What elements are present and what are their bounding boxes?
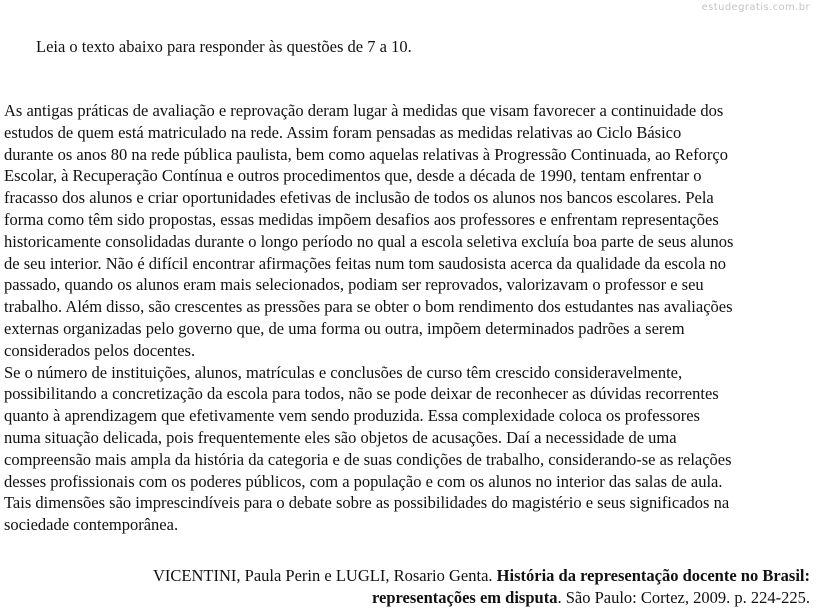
passage-line: Se o número de instituições, alunos, matrículas e conclusões de curso têm crescido consideravelmente, xyxy=(4,362,683,382)
passage-line: Escolar, à Recuperação Contínua e outros procedimentos que, desde a década de 1990, tentam enfrentar o xyxy=(4,166,702,186)
passage-line: desses profissionais com os poderes públicos, com a população e com os alunos no interior das salas de aula. xyxy=(4,471,723,491)
passage-line: forma como têm sido propostas, essas medidas impõem desafios aos professores e enfrentam representações xyxy=(4,209,719,229)
passage-line: durante os anos 80 na rede pública paulista, bem como aquelas relativas à Progressão Continuada, ao Reforço xyxy=(4,144,728,164)
passage-line: fracasso dos alunos e criar oportunidades efetivas de inclusão de todos os alunos nos bancos escolares. Pela xyxy=(4,188,714,208)
passage-line: numa situação delicada, pois frequentemente eles são objetos de acusações. Daí a necessidade de uma xyxy=(4,427,677,447)
passage-line: compreensão mais ampla da história da categoria e de suas condições de trabalho, considerando-se as relações xyxy=(4,449,732,469)
watermark: estudegratis.com.br xyxy=(701,2,810,13)
passage-line: passado, quando os alunos eram mais selecionados, podiam ser reprovados, valorizavam o professor e seu xyxy=(4,275,704,295)
citation-line-2 xyxy=(153,587,810,609)
passage-line: historicamente consolidadas durante o longo período no qual a escola seletiva excluía boa parte de seus alunos xyxy=(4,231,734,251)
passage-line: quanto à aprendizagem que efetivamente vem sendo produzida. Essa complexidade coloca os professores xyxy=(4,406,700,426)
citation-title-part2: representações em disputa xyxy=(372,588,558,607)
passage-line: possibilitando a concretização da escola para todos, não se pode deixar de reconhecer as dúvidas recorrentes xyxy=(4,384,719,404)
citation-publication: . São Paulo: Cortez, 2009. p. 224-225. xyxy=(557,588,810,607)
citation-title-part1: História da representação docente no Brasil: xyxy=(496,566,810,585)
citation-authors: VICENTINI, Paula Perin e LUGLI, Rosario Genta. xyxy=(153,566,497,585)
passage-line: estudos de quem está matriculado na rede. Assim foram pensadas as medidas relativas ao Ciclo Básico xyxy=(4,122,682,142)
passage-line: As antigas práticas de avaliação e reprovação deram lugar à medidas que visam favorecer a continuidade dos xyxy=(4,101,724,120)
passage-line: considerados pelos docentes. xyxy=(4,340,196,360)
passage-line: externas organizadas pelo governo que, de uma forma ou outra, impõem determinados padrões a serem xyxy=(4,318,685,338)
instruction-text: Leia o texto abaixo para responder às questões de 7 a 10. xyxy=(36,37,412,56)
passage-line: trabalho. Além disso, são crescentes as pressões para se obter o bom rendimento dos estudantes nas avaliações xyxy=(4,297,733,317)
passage-line: Tais dimensões são imprescindíveis para o debate sobre as possibilidades do magistério e seus significados na xyxy=(4,493,730,513)
passage-text xyxy=(4,100,812,536)
citation-line-1 xyxy=(153,565,810,587)
citation xyxy=(153,565,810,609)
passage-line: sociedade contemporânea. xyxy=(4,515,179,535)
passage-line: de seu interior. Não é difícil encontrar afirmações feitas num tom saudosista acerca da qualidade da escola no xyxy=(4,253,727,273)
